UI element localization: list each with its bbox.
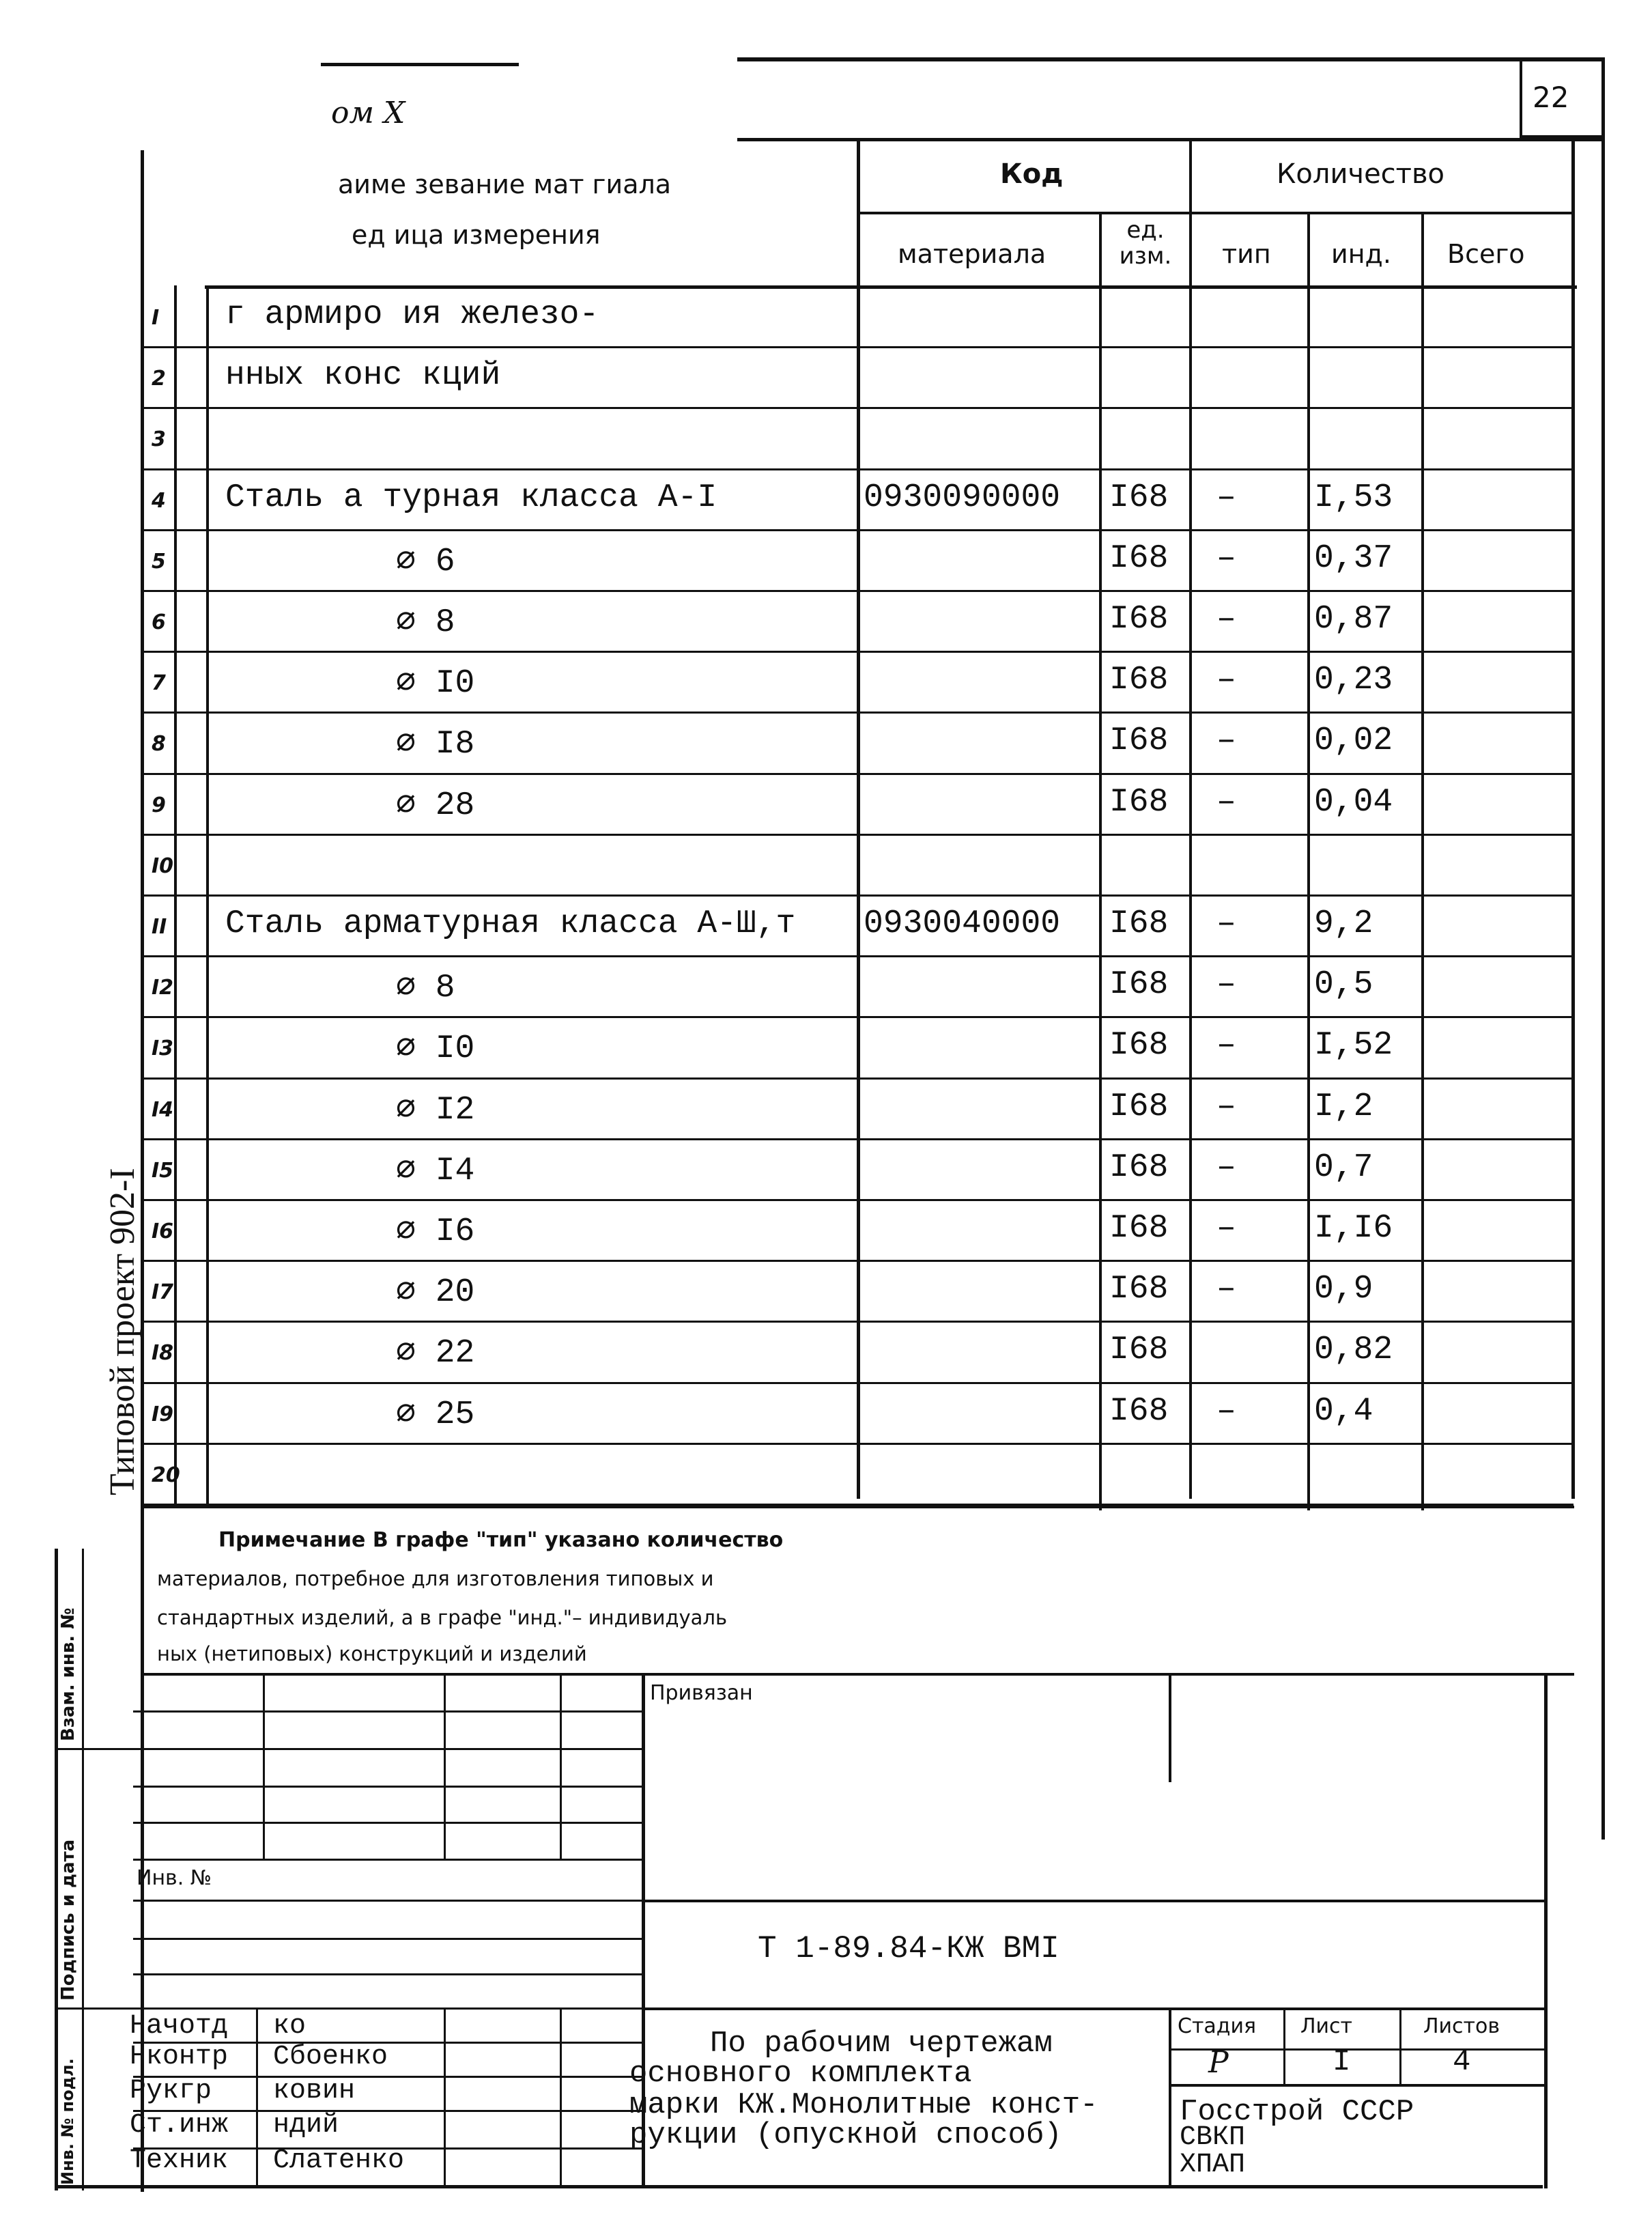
stadiya-value: Р [1208, 2045, 1229, 2080]
role-name: ндий [273, 2110, 339, 2141]
ind-value: 0,37 [1314, 539, 1393, 577]
tip-value: – [1216, 539, 1236, 577]
row-number: 6 [152, 610, 166, 634]
row-number: 3 [152, 427, 166, 452]
role-label: Нконтр [130, 2042, 229, 2072]
material-name: ∅ I0 [396, 665, 475, 703]
row-divider [143, 1138, 1573, 1140]
row-number: 8 [152, 732, 166, 757]
row-number: I0 [152, 854, 174, 878]
org-line2: СВКП [1180, 2122, 1246, 2153]
role-name: Слатенко [273, 2145, 405, 2176]
ind-value: I,2 [1314, 1088, 1373, 1125]
row-number: 2 [152, 367, 166, 391]
role-label: Рукгр [130, 2076, 212, 2107]
ind-value: 0,23 [1314, 662, 1393, 699]
sheet-number: 22 [1533, 81, 1569, 114]
org-line1: Госстрой СССР [1180, 2095, 1414, 2129]
unit-code: I68 [1109, 783, 1169, 821]
row-divider [143, 894, 1573, 897]
grid-col [263, 1674, 265, 1859]
material-name: ∅ 8 [396, 970, 455, 1007]
tip-value: – [1216, 905, 1236, 942]
row-divider [143, 407, 1573, 409]
note-line1: Примечание В графе "тип" указано количество [218, 1528, 784, 1552]
header-materiala: материала [898, 239, 1046, 269]
row-number: I8 [152, 1341, 174, 1366]
ind-value: 0,4 [1314, 1392, 1373, 1430]
row-divider [143, 1382, 1573, 1384]
frame-top [737, 57, 1604, 61]
material-name: ∅ I2 [396, 1091, 475, 1129]
tip-value: – [1216, 1149, 1236, 1186]
grid-col [560, 2007, 562, 2186]
note-line2: материалов, потребное для изготовления типовых и [157, 1567, 714, 1590]
row-divider [143, 651, 1573, 653]
unit-code: I68 [1109, 966, 1169, 1004]
material-code: 0930090000 [864, 479, 1061, 516]
row-number: I [152, 306, 160, 330]
ind-value: I,53 [1314, 479, 1393, 516]
grid-line [133, 1859, 644, 1861]
grid-line [133, 1710, 644, 1713]
row-number: 7 [152, 671, 166, 696]
row-number: I9 [152, 1402, 174, 1426]
material-name: ∅ I6 [396, 1213, 475, 1250]
stadiya-label: Стадия [1178, 2014, 1257, 2038]
document-code: Т 1-89.84-КЖ ВМI [758, 1931, 1059, 1967]
header-ed-izm: ед. изм. [1119, 216, 1172, 270]
material-name: ∅ I8 [396, 726, 475, 763]
row-number: 4 [152, 488, 166, 513]
row-divider [143, 590, 1573, 592]
material-name: ∅ I4 [396, 1152, 475, 1189]
note-line3: стандартных изделий, а в графе "инд."– индивидуаль [157, 1606, 728, 1629]
row-number: I7 [152, 1280, 174, 1305]
unit-code: I68 [1109, 662, 1169, 699]
material-name: ∅ 22 [396, 1335, 475, 1372]
header-name-line1: аиме зевание мат гиала [338, 169, 672, 199]
tip-value: – [1216, 662, 1236, 699]
row-number: I2 [152, 976, 174, 1000]
grid-line [133, 1973, 644, 1975]
row-divider [143, 1260, 1573, 1262]
tip-value: – [1216, 479, 1236, 516]
stamp-vzam-inv: Взам. инв. № [58, 1607, 79, 1741]
description-line4: рукции (опускной способ) [629, 2118, 1062, 2152]
row-number: I5 [152, 1158, 174, 1183]
unit-code: I68 [1109, 601, 1169, 638]
unit-code: I68 [1109, 1332, 1169, 1369]
ind-value: I,I6 [1314, 1210, 1393, 1247]
material-name: Сталь а турная класса А-I [225, 479, 717, 516]
ind-value: 0,82 [1314, 1332, 1393, 1369]
tip-value: – [1216, 1210, 1236, 1247]
role-name: ковин [273, 2076, 356, 2107]
row-number: I6 [152, 1220, 174, 1243]
material-name: ∅ 6 [396, 543, 455, 580]
ind-value: 0,5 [1314, 966, 1373, 1004]
material-name: Сталь арматурная класса А-Ш,т [225, 905, 796, 942]
ind-value: 0,87 [1314, 601, 1393, 638]
privyazan-label: Привязан [650, 1681, 753, 1705]
stamp-inv-podl: Инв. № подл. [58, 2058, 77, 2185]
unit-code: I68 [1109, 1210, 1169, 1247]
unit-code: I68 [1109, 479, 1169, 516]
material-name: ∅ 28 [396, 787, 475, 824]
row-number: 20 [152, 1463, 180, 1487]
row-number: II [152, 915, 167, 939]
side-label-project: Типовой проект 902-I [103, 1168, 142, 1495]
form-title: ом X [331, 96, 405, 130]
header-kolichestvo: Количество [1277, 158, 1445, 190]
grid-line [133, 1938, 644, 1940]
stamp-podpis-data: Подпись и дата [58, 1839, 79, 2001]
unit-code: I68 [1109, 1271, 1169, 1308]
tip-value: – [1216, 966, 1236, 1004]
row-divider [143, 346, 1573, 348]
row-divider [143, 955, 1573, 957]
row-divider [143, 1077, 1573, 1080]
ind-value: 0,02 [1314, 722, 1393, 760]
material-name: г армиро ия железо- [225, 296, 599, 333]
material-name: ∅ 8 [396, 604, 455, 641]
grid-col [444, 2007, 446, 2186]
material-name: ∅ 25 [396, 1396, 475, 1433]
role-label: Ст.инж [130, 2110, 229, 2141]
frame-bottom [55, 2185, 1543, 2188]
ind-value: 0,7 [1314, 1149, 1373, 1186]
note-line4: ных (нетиповых) конструкций и изделий [157, 1642, 587, 1665]
row-number: 5 [152, 549, 166, 574]
row-divider [143, 1199, 1573, 1201]
tip-value: – [1216, 1271, 1236, 1308]
role-label: Начотд [130, 2011, 229, 2042]
grid-line [133, 1900, 644, 1902]
tip-value: – [1216, 722, 1236, 760]
listov-value: 4 [1453, 2045, 1471, 2079]
unit-code: I68 [1109, 1027, 1169, 1065]
description-line2: основного комплекта [629, 2057, 972, 2091]
grid-col [256, 2007, 258, 2186]
role-label: Техник [130, 2145, 229, 2176]
unit-code: I68 [1109, 905, 1169, 942]
frame-right [1601, 57, 1605, 1840]
header-ind: инд. [1331, 239, 1391, 269]
header-vsego: Всего [1447, 239, 1525, 269]
tip-value: – [1216, 1027, 1236, 1065]
grid-line [133, 1748, 644, 1750]
unit-code: I68 [1109, 722, 1169, 760]
tip-value: – [1216, 1088, 1236, 1125]
header-tip: тип [1222, 239, 1271, 269]
listov-label: Листов [1423, 2014, 1500, 2038]
frame-top-left [321, 63, 519, 66]
role-name: ко [273, 2011, 307, 2042]
row-divider [143, 834, 1573, 836]
material-code: 0930040000 [864, 905, 1061, 942]
header-kod: Код [1000, 158, 1064, 190]
grid-col [560, 1674, 562, 1859]
row-number: 9 [152, 793, 166, 817]
description-line3: марки КЖ.Монолитные конст- [629, 2088, 1098, 2122]
grid-line [133, 1786, 644, 1788]
ind-value: 9,2 [1314, 905, 1373, 942]
row-divider [143, 1016, 1573, 1018]
material-name: ∅ 20 [396, 1274, 475, 1312]
material-name: ∅ I0 [396, 1030, 475, 1068]
grid-line [133, 1822, 644, 1824]
grid-line [133, 2007, 644, 2010]
row-divider [143, 1443, 1573, 1445]
role-name: Сбоенко [273, 2042, 388, 2072]
inv-no-label: Инв. № [137, 1866, 212, 1890]
unit-code: I68 [1109, 1088, 1169, 1125]
description-line1: По рабочим чертежам [710, 2027, 1053, 2061]
grid-col [444, 1674, 446, 1859]
list-label: Лист [1300, 2014, 1353, 2038]
row-divider [143, 712, 1573, 714]
ind-value: 0,04 [1314, 783, 1393, 821]
ind-value: I,52 [1314, 1027, 1393, 1065]
ind-value: 0,9 [1314, 1271, 1373, 1308]
tip-value: – [1216, 1392, 1236, 1430]
org-line3: ХПАП [1180, 2150, 1246, 2180]
row-divider [143, 773, 1573, 775]
row-number: I3 [152, 1037, 174, 1061]
row-number: I4 [152, 1097, 174, 1122]
tip-value: – [1216, 783, 1236, 821]
list-value: I [1333, 2045, 1351, 2079]
unit-code: I68 [1109, 1392, 1169, 1430]
header-name-line2: ед ица измерения [352, 220, 601, 250]
material-name: нных конс кций [225, 357, 501, 395]
unit-code: I68 [1109, 539, 1169, 577]
row-divider [143, 1321, 1573, 1323]
row-divider [143, 468, 1573, 470]
tip-value: – [1216, 601, 1236, 638]
unit-code: I68 [1109, 1149, 1169, 1186]
row-divider [143, 529, 1573, 531]
